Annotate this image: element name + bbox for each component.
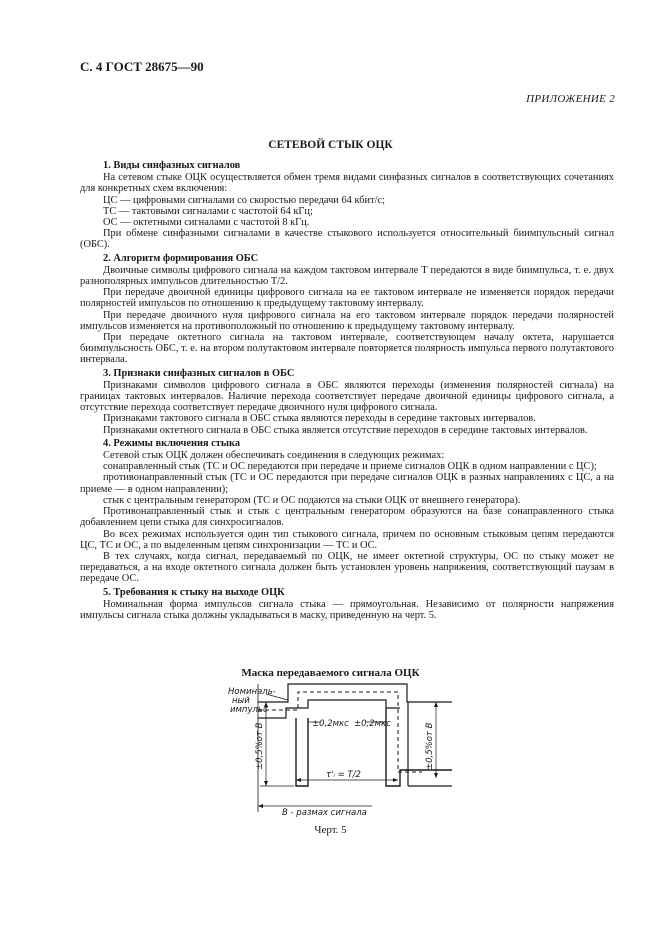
label-nominal-2: ный (232, 696, 250, 706)
paragraph: ТС — тактовыми сигналами с частотой 64 кГц; (103, 205, 313, 217)
paragraph: Двоичные символы цифрового сигнала на каждом тактовом интервале Т передаются в виде биимпульса, т. е. двух разнополярных импульсов длительностью Т/2. (80, 264, 614, 288)
figure-title: Маска передаваемого сигнала ОЦК (241, 667, 420, 679)
paragraph: При передаче октетного сигнала на тактовом интервале, соответствующем началу октета, нарушается биимпульсность ОБС, т. е. на втором полутактовом интервале повторяется полярность импульса первого полутактового интервала. (80, 332, 614, 366)
outer-mask-top (258, 684, 452, 702)
paragraph: Во всех режимах используется один тип стыкового сигнала, причем по основным стыковым цепям передаются ЦС, ТС и ОС, а по выделенным цепям синхронизации — ТС и ОС. (80, 528, 614, 551)
pulse-mask-diagram (222, 682, 462, 817)
section-2-heading: 2. Алгоритм формирования ОБС (103, 252, 259, 264)
section-4-heading: 4. Режимы включения стыка (103, 437, 241, 449)
paragraph: Признаками октетного сигнала в ОБС стыка является отсутствие переходов в середине тактовых интервалов. (103, 424, 588, 436)
paragraph: стык с центральным генератором (ТС и ОС подаются на стыки ОЦК от внешнего генератора). (103, 494, 521, 506)
inner-mask-top (258, 700, 400, 718)
paragraph: ЦС — цифровыми сигналами со скоростью передачи 64 кбит/с; (103, 194, 386, 206)
paragraph: противонаправленный стык (ТС и ОС передаются при передаче сигналов ОЦК в разных направлениях с ЦС, а на приеме — в одном направлении); (80, 472, 614, 495)
label-amp-right: ±0,5%от В (425, 722, 435, 770)
paragraph: Признаками символов цифрового сигнала в ОБС являются переходы (изменения полярностей сигнала) на границах тактовых интервалов. Наличие перехода соответствует передаче двоичной единицы цифрового сигнала, а отсутствие перехода соответствует передаче двоичного нуля цифрового сигнала. (80, 379, 614, 414)
section-1-heading: 1. Виды синфазных сигналов (103, 160, 241, 171)
paragraph: При передаче двоичного нуля цифрового сигнала на его тактовом интервале порядок передачи полярностей импульсов изменяется на противоположный по отношению к предыдущему тактовому интервалу. (80, 309, 614, 332)
paragraph: Номинальная форма импульсов сигнала стыка — прямоугольная. Независимо от полярности напряжения импульсы сигнала стыка должны укладываться в маску, приведенную на черт. 5. (80, 598, 614, 621)
section-3-heading: 3. Признаки синфазных сигналов в ОБС (103, 367, 295, 379)
pulse-left-edge (296, 718, 308, 786)
label-tol-right: ±0,2мкс (354, 719, 391, 729)
document-title: СЕТЕВОЙ СТЫК ОЦК (268, 139, 393, 151)
paragraph: В тех случаях, когда сигнал, передаваемый по ОЦК, не имеет октетной структуры, ОС по стыку может не передаваться, а на входе октетного сигнала должен быть установлен уровень напряжения, соответствующий паузам в передаче ОС. (80, 550, 614, 585)
paragraph: сонаправленный стык (ТС и ОС передаются при передаче и приеме сигналов ОЦК в одном направлении с ЦС); (103, 461, 597, 473)
label-tau: τ'ᵢ = T/2 (326, 770, 361, 780)
paragraph: Признаками тактового сигнала в ОБС стыка являются переходы в середине тактовых интервалов. (103, 413, 536, 425)
paragraph: При обмене синфазными сигналами в качестве стыкового используется относительный биимпульсный сигнал (ОБС). (80, 228, 614, 251)
pulse-right-edge (386, 708, 452, 786)
document-body (80, 158, 614, 621)
paragraph: Противонаправленный стык и стык с центральным генератором образуются на базе сонаправленного стыка добавлением цепи стыка для синхросигналов. (80, 506, 614, 529)
label-nominal-3: импульс (230, 705, 268, 715)
label-tol-left: ±0,2мкс (312, 719, 349, 729)
label-b-range: В - размах сигнала (282, 808, 367, 817)
appendix-label: ПРИЛОЖЕНИЕ 2 (526, 93, 615, 105)
figure-caption: Черт. 5 (314, 824, 347, 836)
page-header: С. 4 ГОСТ 28675—90 (80, 59, 204, 74)
paragraph: Сетевой стык ОЦК должен обеспечивать соединения в следующих режимах: (103, 450, 445, 462)
nominal-pulse (258, 692, 422, 772)
paragraph: На сетевом стыке ОЦК осуществляется обмен тремя видами синфазных сигналов в соответствующих сочетаниях для конкретных схем включения: (80, 172, 614, 195)
section-5-heading: 5. Требования к стыку на выходе ОЦК (103, 586, 285, 598)
label-amp-left: ±0,5%от В (255, 722, 265, 770)
paragraph: ОС — октетными сигналами с частотой 8 кГц. (103, 217, 310, 229)
paragraph: При передаче двоичной единицы цифрового сигнала на ее тактовом интервале не изменяется порядок передачи полярностей импульсов по отношению к предыдущему тактовому интервалу. (80, 287, 614, 310)
label-nominal-1: Номиналь- (228, 687, 276, 697)
